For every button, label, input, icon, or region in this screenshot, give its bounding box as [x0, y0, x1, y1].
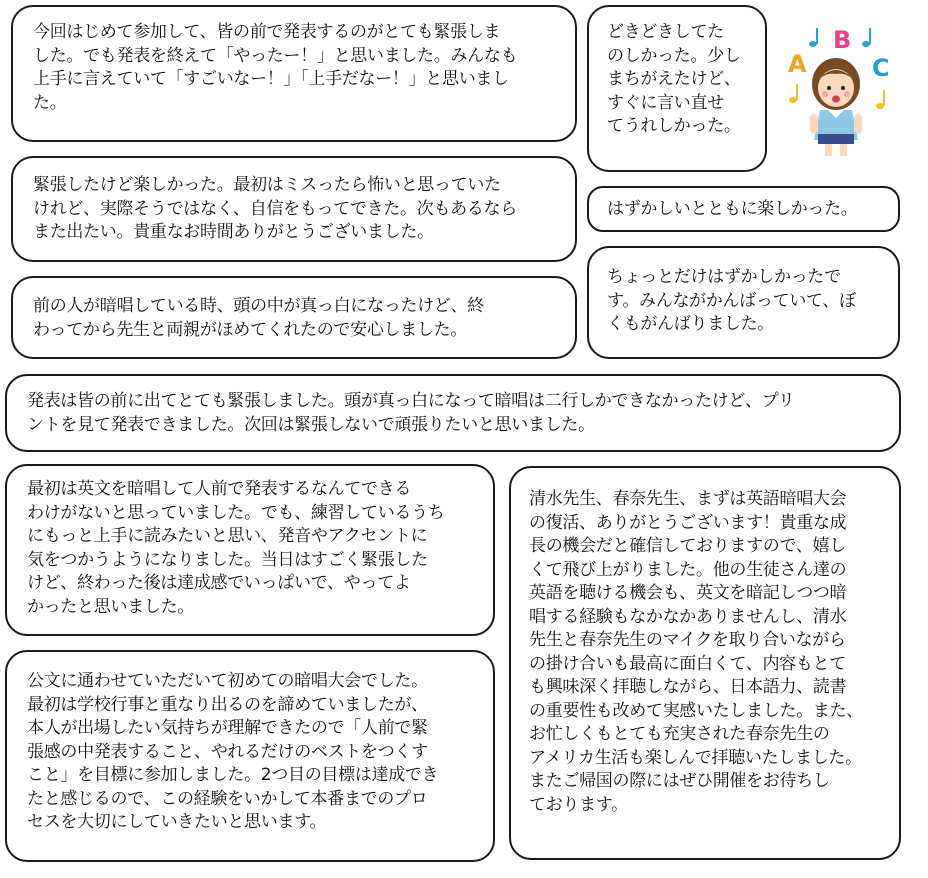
- comment-bubble-4: [587, 186, 900, 232]
- comment-text: どきどきしてた のしかった。少し まちがえたけど、 すぐに言い直せ てうれしかった。: [607, 22, 741, 136]
- music-note-icon: [809, 28, 818, 47]
- comment-text: 今回はじめて参加して、皆の前で発表するのがとても緊張しま した。でも発表を終えて「やったー！」と思いました。みんなも 上手に言えていて「すごいなー！」「上手だなー！」と思いまし た。: [33, 22, 518, 113]
- comment-text: 緊張したけど楽しかった。最初はミスったら怖いと思っていた けれど、実際そうではなく、自信をもってできた。次もあるなら また出たい。貴重なお時間ありがとうございました。: [33, 175, 517, 242]
- girl-singing-illustration: [778, 14, 896, 159]
- comment-bubble-2: [587, 5, 767, 172]
- comment-bubble-5: [11, 276, 577, 359]
- comment-bubble-7: [5, 374, 901, 452]
- comment-bubble-8: [5, 464, 495, 636]
- music-note-icon: [876, 90, 885, 109]
- comment-text: 清水先生、春奈先生、まずは英語暗唱大会 の復活、ありがとうございます！貴重な成 長の機会だと確信しておりますので、嬉し くて飛び上がりました。他の生徒さん達の 英語を聴ける機会も、英文を暗記しつつ暗 唱する経験もなかなかありませんし、清水 先生と春奈先生のマイクを取り合いながら の掛け合いも最高に面白くて、内容もとて も興味深く拝聴しながら、日本語力、読書 の重要性も改めて実感いたしました。また、 お忙しくもとても充実された春奈先生の アメリカ生活も楽しんで拝聴いたしました。 またご帰国の際にはぜひ開催をお待ちし ております。: [529, 489, 863, 815]
- comment-bubble-10: [5, 650, 495, 862]
- comment-text: 前の人が暗唱している時、頭の中が真っ白になったけど、終 わってから先生と両親がほめてくれたので安心しました。: [33, 296, 484, 340]
- girl-icon: [810, 58, 862, 156]
- letter-a: A: [788, 50, 807, 78]
- comment-bubble-1: [11, 5, 577, 142]
- letter-c: C: [872, 54, 890, 82]
- comment-text: 最初は英文を暗唱して人前で発表するなんてできる わけがないと思っていました。でも、練習しているうち にもっと上手に読みたいと思い、発音やアクセントに 気をつかうようになりました。当日はすごく緊張した けど、終わった後は達成感でいっぱいで、やってよ かったと思いました。: [27, 479, 445, 617]
- letter-b: B: [833, 26, 852, 54]
- comment-text: はずかしいとともに楽しかった。: [607, 199, 858, 219]
- comment-text: ちょっとだけはずかしかったで す。みんながかんばっていて、ぼ くもがんばりました。: [607, 267, 856, 334]
- comment-bubble-6: [587, 246, 900, 359]
- comment-bubble-3: [11, 156, 577, 262]
- music-note-icon: [862, 28, 871, 47]
- comment-text: 発表は皆の前に出てとても緊張しました。頭が真っ白になって暗唱は二行しかできなかったけど、プリ ントを見て発表できました。次回は緊張しないで頑張りたいと思いました。: [27, 391, 795, 435]
- comment-bubble-9: [509, 466, 901, 860]
- music-note-icon: [789, 84, 798, 103]
- comment-text: 公文に通わせていただいて初めての暗唱大会でした。 最初は学校行事と重なり出るのを諦めていましたが、 本人が出場したい気持ちが理解できたので「人前で緊 張感の中発表すること、やれるだけのベストをつくす こと」を目標に参加しました。2つ目の目標は達成でき たと感じるので、この経験をいかして本番までのプロ セスを大切にしていきたいと思います。: [27, 671, 439, 832]
